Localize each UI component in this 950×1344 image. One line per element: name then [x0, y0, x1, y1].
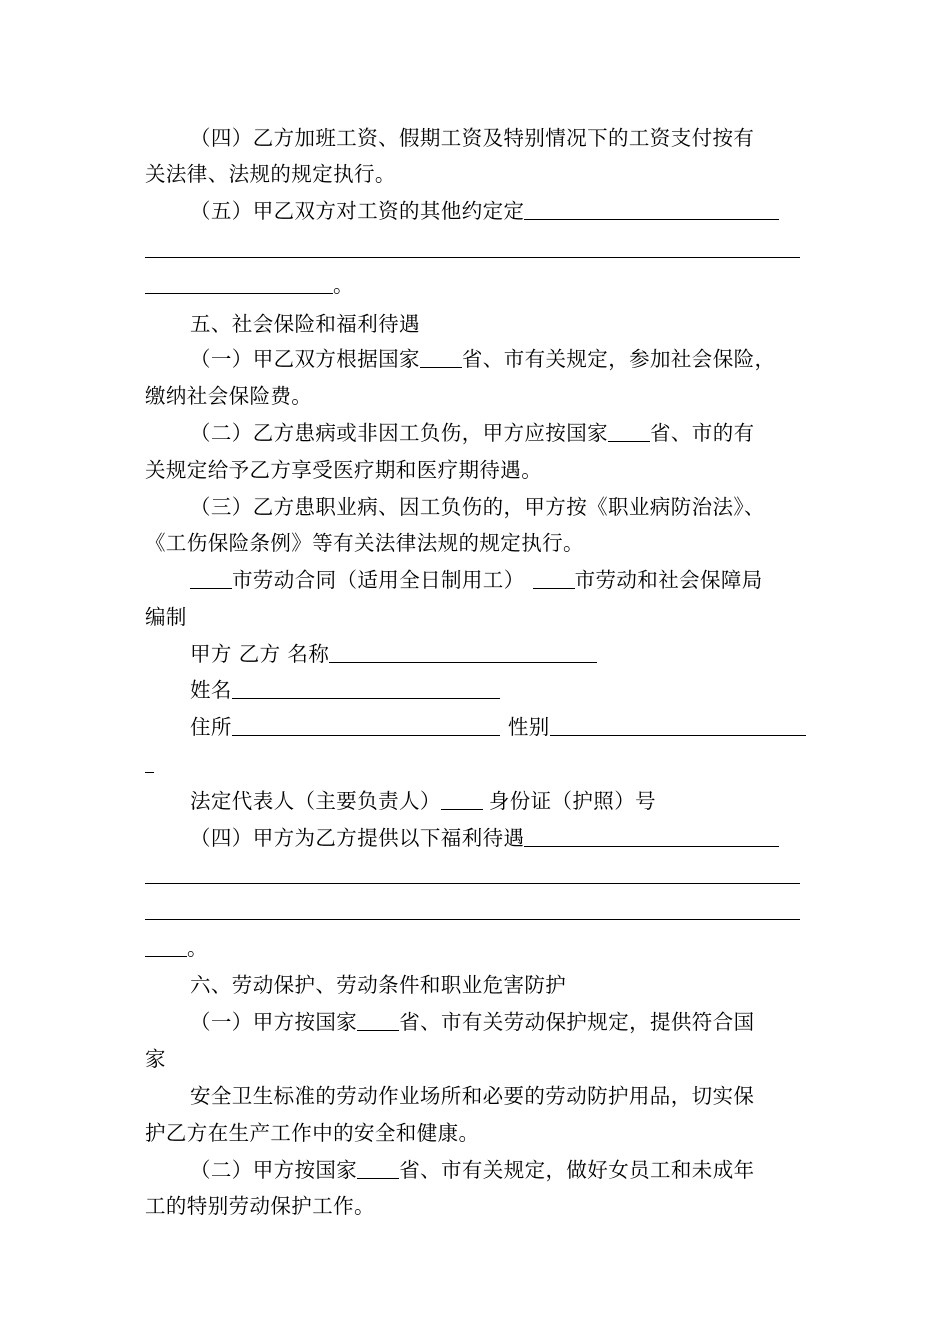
blank-line — [145, 273, 333, 294]
legal-rep-id-field — [190, 788, 656, 814]
clause-occupational-disease — [190, 494, 765, 520]
text-line: （一）甲乙双方根据国家 — [190, 347, 420, 371]
clause-social-insurance-cont — [145, 383, 312, 409]
text-line: （四）甲方为乙方提供以下福利待遇 — [190, 826, 525, 850]
field-label: 性别 — [507, 715, 550, 739]
blank-line — [232, 715, 500, 736]
clause-medical-period-cont — [145, 457, 542, 483]
clause-labor-protection-cont — [145, 1046, 166, 1072]
blank-line — [357, 1010, 399, 1031]
clause-special-protection — [190, 1157, 755, 1183]
clause-4-continuation — [145, 161, 396, 187]
text-line: 市劳动和社会保障局 — [574, 568, 763, 592]
text-line: （一）甲方按国家 — [190, 1010, 358, 1034]
clause-social-insurance — [190, 346, 775, 372]
clause-special-protection-cont — [145, 1193, 375, 1219]
section-5-heading — [190, 311, 420, 337]
blank-line — [608, 421, 650, 442]
blank-row — [145, 898, 800, 924]
text-line: 家 — [145, 1047, 166, 1071]
contract-header-cont — [145, 604, 187, 630]
section-6-heading — [190, 972, 566, 998]
text-line: 工的特别劳动保护工作。 — [145, 1194, 375, 1218]
text-line: 省、市的有 — [650, 421, 755, 445]
section-heading: 五、社会保险和福利待遇 — [190, 312, 420, 336]
period: 。 — [333, 273, 354, 297]
text-line: 安全卫生标准的劳动作业场所和必要的劳动防护用品，切实保 — [190, 1084, 755, 1108]
text-line: （二）乙方患病或非因工负伤，甲方应按国家 — [190, 421, 608, 445]
text-line: 《工伤保险条例》等有关法律法规的规定执行。 — [145, 531, 584, 555]
blank-line — [145, 863, 800, 884]
blank-line — [145, 899, 800, 920]
text-line: 关规定给予乙方享受医疗期和医疗期待遇。 — [145, 458, 543, 482]
name-field — [190, 677, 500, 703]
blank-line — [145, 936, 187, 957]
blank-line — [190, 568, 232, 589]
text-line: （五）甲乙双方对工资的其他约定定 — [190, 199, 525, 223]
field-label: 法定代表人（主要负责人） — [190, 789, 441, 813]
field-label: 住所 — [190, 715, 232, 739]
clause-medical-period — [190, 420, 755, 446]
clause-4-overtime-wages — [190, 125, 754, 151]
blank-row-end — [145, 935, 208, 961]
blank-row — [145, 236, 800, 262]
blank-line — [441, 789, 483, 810]
text-line: 省、市有关劳动保护规定，提供符合国 — [399, 1010, 755, 1034]
clause-labor-protection — [190, 1009, 755, 1035]
blank-row-end — [145, 272, 354, 298]
blank-line — [524, 826, 779, 847]
clause-safety-standards — [190, 1083, 754, 1109]
clause-safety-standards-cont — [145, 1120, 479, 1146]
text-line: 市劳动合同（适用全日制用工） — [232, 568, 525, 592]
clause-occupational-disease-cont — [145, 530, 584, 556]
address-gender-field — [190, 714, 806, 740]
contract-header — [190, 567, 763, 593]
text-line: 关法律、法规的规定执行。 — [145, 162, 396, 186]
section-heading: 六、劳动保护、劳动条件和职业危害防护 — [190, 973, 567, 997]
field-label: 甲方 乙方 名称 — [190, 642, 330, 666]
blank-line — [420, 347, 462, 368]
blank-line — [533, 568, 575, 589]
text-line: 缴纳社会保险费。 — [145, 384, 313, 408]
text-line: （二）甲方按国家 — [190, 1158, 358, 1182]
clause-welfare-benefits — [190, 825, 779, 851]
party-name-field — [190, 641, 597, 667]
text-line: 省、市有关规定，参加社会保险， — [461, 347, 776, 371]
text-line: （四）乙方加班工资、假期工资及特别情况下的工资支付按有 — [190, 126, 755, 150]
period: 。 — [187, 936, 208, 960]
text-line: 省、市有关规定，做好女员工和未成年 — [399, 1158, 755, 1182]
blank-line — [357, 1158, 399, 1179]
text-line: 编制 — [145, 605, 187, 629]
blank-row-short — [145, 751, 154, 777]
text-line: （三）乙方患职业病、因工负伤的，甲方按《职业病防治法》、 — [190, 495, 765, 519]
field-label: 身份证（护照）号 — [488, 789, 657, 813]
blank-line — [145, 752, 154, 773]
blank-line — [524, 199, 779, 220]
blank-line — [145, 237, 800, 258]
blank-row — [145, 862, 800, 888]
blank-line — [232, 678, 500, 699]
field-label: 姓名 — [190, 678, 232, 702]
text-line: 护乙方在生产工作中的安全和健康。 — [145, 1121, 480, 1145]
blank-line — [550, 715, 806, 736]
blank-line — [329, 642, 597, 663]
clause-5-other-wage-terms — [190, 198, 779, 224]
